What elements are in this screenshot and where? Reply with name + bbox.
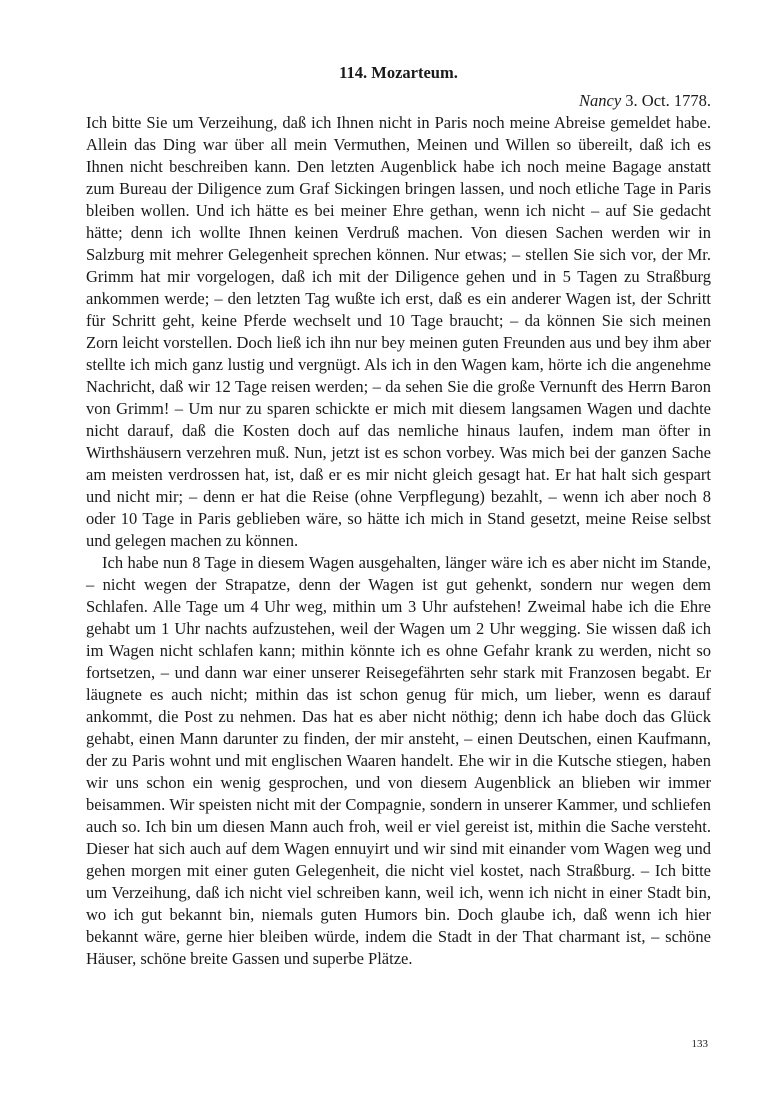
dateline-place: Nancy (579, 91, 622, 110)
letter-page (86, 62, 711, 970)
page-number: 133 (691, 1038, 708, 1050)
letter-dateline (86, 90, 711, 112)
letter-paragraph-1: Ich bitte Sie um Verzeihung, daß ich Ihnen nicht in Paris noch meine Abreise gemeldet habe. Allein das Ding war über all mein Vermuthen, Meinen und Willen so übereilt, daß ich es Ihnen nicht beschreiben kann. Den letzten Augenblick habe ich noch meine Bagage anstatt zum Bureau der Diligence zum Graf Sickingen bringen lassen, und noch etliche Tage in Paris bleiben wollen. Und ich hätte es bei meiner Ehre gethan, wenn ich nicht – auf Sie gedacht hätte; denn ich wollte Ihnen keinen Verdruß machen. Von diesen Sachen werden wir in Salzburg mit mehrer Gelegenheit sprechen können. Nur etwas; – stellen Sie sich vor, der Mr. Grimm hat mir vorgelogen, daß ich mit der Diligence gehen und in 5 Tagen zu Straßburg ankommen werde; – den letzten Tag wußte ich erst, daß es ein anderer Wagen ist, der Schritt für Schritt geht, keine Pferde wechselt und 10 Tage braucht; – da können Sie sich meinen Zorn leicht vorstellen. Doch ließ ich ihn nur bey meinen guten Freunden aus und bey ihm aber stellte ich mich ganz lustig und vergnügt. Als ich in den Wagen kam, hörte ich die angenehme Nachricht, daß wir 12 Tage reisen werden; – da sehen Sie die große Vernunft des Herrn Baron von Grimm! – Um nur zu sparen schickte er mich mit diesem langsamen Wagen und dachte nicht darauf, daß die Kosten doch auf das nemliche hinaus laufen, indem man öfter in Wirthshäusern verzehren muß. Nun, jetzt ist es schon vorbey. Was mich bei der ganzen Sache am meisten verdrossen hat, ist, daß er es mir nicht gleich gesagt hat. Er hat halt sich gespart und nicht mir; – denn er hat die Reise (ohne Verpflegung) bezahlt, – wenn ich aber noch 8 oder 10 Tage in Paris geblieben wäre, so hätte ich mich in Stand gesetzt, meine Reise selbst und gelegen machen zu können. (86, 113, 711, 550)
dateline-date: 3. Oct. 1778. (625, 91, 711, 110)
letter-heading: 114. Mozarteum. (339, 63, 458, 82)
letter-paragraph-2: Ich habe nun 8 Tage in diesem Wagen ausgehalten, länger wäre ich es aber nicht im Stande, – nicht wegen der Strapatze, denn der Wagen ist gut gehenkt, sondern nur wegen dem Schlafen. Alle Tage um 4 Uhr weg, mithin um 3 Uhr aufstehen! Zweimal habe ich die Ehre gehabt um 1 Uhr nachts aufzustehen, weil der Wagen um 2 Uhr wegging. Sie wissen daß ich im Wagen nicht schlafen kann; mithin könnte ich es ohne Gefahr krank zu werden, nicht so fortsetzen, – und dann war einer unserer Reisegefährten sehr stark mit Franzosen begabt. Er läugnete es auch nicht; mithin das ist schon genug für mich, um lieber, wenn es darauf ankommt, die Post zu nehmen. Das hat es aber nicht nöthig; denn ich habe doch das Glück gehabt, einen Mann darunter zu finden, der mir ansteht, – einen Deutschen, einen Kaufmann, der zu Paris wohnt und mit englischen Waaren handelt. Ehe wir in die Kutsche stiegen, haben wir uns schon ein wenig gesprochen, und von diesem Augenblick an blieben wir immer beisammen. Wir speisten nicht mit der Compagnie, sondern in unserer Kammer, und schliefen auch so. Ich bin um diesen Mann auch froh, weil er viel gereist ist, mithin die Sache versteht. Dieser hat sich auch auf dem Wagen ennuyirt und wir sind mit einander vom Wagen weg und gehen morgen mit einer guten Gelegenheit, die nicht viel kostet, nach Straßburg. – Ich bitte um Verzeihung, daß ich nicht viel schreiben kann, weil ich, wenn ich nicht in einer Stadt bin, wo ich gut bekannt bin, niemals guten Humors bin. Doch glaube ich, daß wenn ich hier bekannt wäre, gerne hier bleiben würde, indem die Stadt in der That charmant ist, – schöne Häuser, schöne breite Gassen und superbe Plätze. (86, 553, 711, 968)
